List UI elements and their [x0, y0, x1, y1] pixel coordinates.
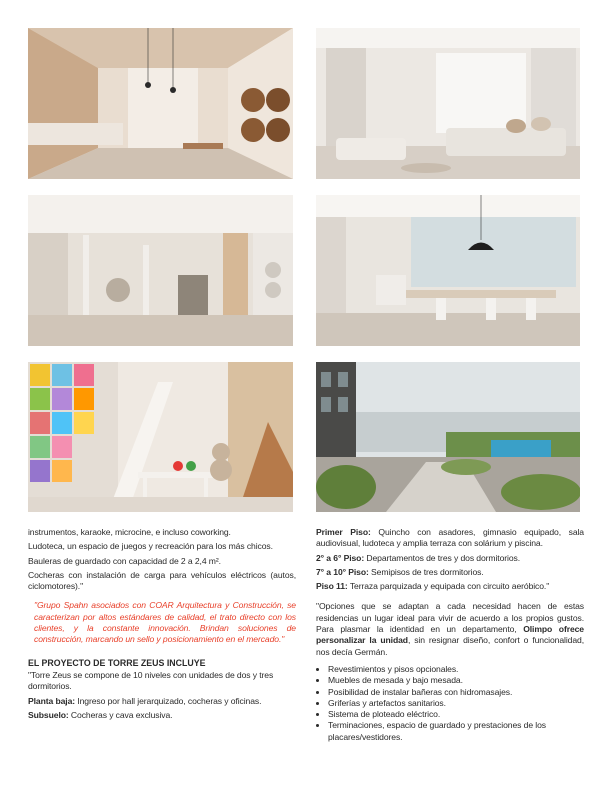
- piso-2-6-label: 2° a 6° Piso:: [316, 552, 365, 563]
- paragraph-piso-7-10: [316, 567, 584, 578]
- paragraph-bauleras: Bauleras de guardado con capacidad de 2 a 2,4 m².: [28, 555, 221, 566]
- list-item: • Sistema de ploteado eléctrico.: [328, 709, 584, 720]
- opciones-text-c: , sin resignar diseño, confort o funcionalidad, nos decía Germán.: [316, 635, 584, 657]
- paragraph-opciones: [316, 601, 584, 657]
- subsuelo-text: Cocheras y cava exclusiva.: [68, 709, 173, 720]
- list-item: • Posibilidad de instalar bañeras con hidromasajes.: [328, 687, 584, 698]
- planta-baja-text: Ingreso por hall jerarquizado, cocheras y oficinas.: [75, 695, 262, 706]
- piso-2-6-text: Departamentos de tres y dos dormitorios.: [364, 552, 521, 563]
- lounge-wine-cellar-photo: [28, 28, 293, 179]
- kids-playroom-photo: [28, 362, 293, 512]
- dining-quincho-photo: [316, 195, 580, 346]
- list-item: • Revestimientos y pisos opcionales.: [328, 664, 584, 675]
- piso-11-text: Terraza parquizada y equipada con circuito aeróbico.": [347, 581, 550, 592]
- paragraph-piso-2-6: [316, 553, 584, 564]
- living-room-photo: [316, 28, 580, 179]
- planta-baja-label: Planta baja:: [28, 695, 76, 706]
- primer-piso-text: Quincho con asadores, gimnasio equipado, sala audiovisual, ludoteca y amplia terraza con solárium y piscina.: [316, 527, 584, 549]
- piso-11-label: Piso 11:: [316, 581, 348, 592]
- list-item: • Griferías y artefactos sanitarios.: [328, 698, 584, 709]
- section-heading: EL PROYECTO DE TORRE ZEUS INCLUYE: [28, 657, 206, 668]
- paragraph-planta-baja: [28, 696, 296, 707]
- paragraph-ludoteca: Ludoteca, un espacio de juegos y recreación para los más chicos.: [28, 541, 273, 552]
- rooftop-terrace-pool-photo: [316, 362, 580, 512]
- opciones-text-a: "Opciones que se adaptan a cada necesidad hacen de estas residencias un lugar ideal para vivir de acuerdo a los propios gustos. Para plasmar la identidad en un departamento,: [316, 601, 584, 635]
- paragraph-cocheras: Cocheras con instalación de carga para vehículos eléctricos (autos, ciclomotores).": [28, 569, 296, 592]
- primer-piso-label: Primer Piso:: [316, 527, 371, 537]
- opciones-highlight: Olimpo ofrece personalizar la unidad: [316, 624, 584, 646]
- list-item: • Terminaciones, espacio de guardado y prestaciones de los placares/vestidores.: [328, 720, 584, 743]
- subsuelo-label: Subsuelo:: [28, 709, 69, 720]
- paragraph-primer-piso: [316, 527, 584, 550]
- left-text-column: [28, 527, 296, 721]
- gym-photo: [28, 195, 293, 346]
- paragraph-piso-11: [316, 581, 584, 592]
- paragraph-subsuelo: [28, 710, 296, 721]
- features-list: [316, 664, 584, 743]
- paragraph-intro: "Torre Zeus se compone de 10 niveles con unidades de dos y tres dormitorios.: [28, 669, 274, 692]
- right-text-column: [316, 527, 584, 743]
- piso-7-10-label: 7° a 10° Piso:: [316, 566, 369, 577]
- pull-quote: "Grupo Spahn asociados con COAR Arquitectura y Construcción, se caracterizan por altos estándares de calidad, el trato directo con los clientes, y la constante innovación. Brindan soluciones de construcción, marcando un sello y posicionamiento en el mercado.": [34, 600, 296, 645]
- list-item: • Muebles de mesada y bajo mesada.: [328, 675, 584, 686]
- piso-7-10-text: Semipisos de tres dormitorios.: [368, 566, 484, 577]
- paragraph-instrumentos: instrumentos, karaoke, microcine, e incluso coworking.: [28, 527, 231, 537]
